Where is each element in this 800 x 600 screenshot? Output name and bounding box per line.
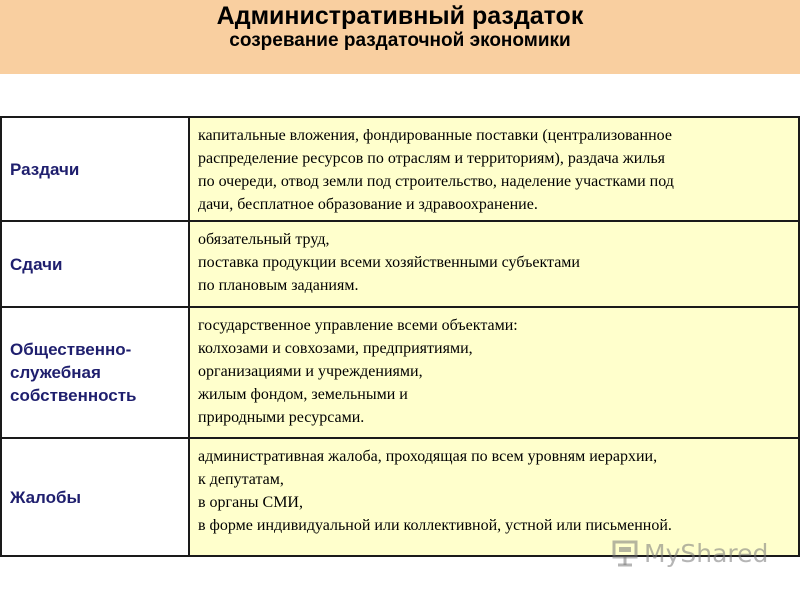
content-line: обязательный труд, (198, 231, 330, 248)
watermark-text: MyShared (644, 538, 769, 568)
table-row (1, 221, 799, 307)
row-label: Сдачи (1, 221, 189, 307)
page-subtitle: созревание раздаточной экономики (229, 30, 571, 51)
row-label: Раздачи (1, 117, 189, 221)
row-label (1, 307, 189, 438)
row-content (189, 307, 799, 438)
presentation-board-icon (610, 538, 640, 568)
content-line: к депутатам, (198, 471, 284, 488)
row-label-line: служебная (10, 363, 101, 382)
content-line: распределение ресурсов по отраслям и территориям), раздача жилья (198, 150, 665, 167)
row-label: Жалобы (1, 438, 189, 556)
content-table (0, 116, 800, 557)
header-banner (0, 0, 800, 74)
content-line: по плановым заданиям. (198, 277, 359, 294)
content-line: дачи, бесплатное образование и здравоохранение. (198, 196, 538, 213)
row-label-line: собственность (10, 386, 137, 405)
content-line: колхозами и совхозами, предприятиями, (198, 340, 473, 357)
content-line: поставка продукции всеми хозяйственными субъектами (198, 254, 580, 271)
row-content (189, 117, 799, 221)
content-line: в форме индивидуальной или коллективной, устной или письменной. (198, 517, 672, 534)
table-row (1, 307, 799, 438)
content-line: административная жалоба, проходящая по всем уровням иерархии, (198, 448, 658, 465)
content-line: природными ресурсами. (198, 409, 365, 426)
row-label-line: Общественно- (10, 340, 132, 359)
watermark (610, 538, 768, 568)
table-row (1, 117, 799, 221)
content-line: организациями и учреждениями, (198, 363, 423, 380)
content-line: в органы СМИ, (198, 494, 303, 511)
content-line: по очереди, отвод земли под строительство, наделение участками под (198, 173, 674, 190)
row-content (189, 221, 799, 307)
content-line: капитальные вложения, фондированные поставки (централизованное (198, 127, 672, 144)
content-line: жилым фондом, земельными и (198, 386, 408, 403)
content-line: государственное управление всеми объектами: (198, 317, 518, 334)
page-title: Административный раздаток (216, 2, 584, 30)
